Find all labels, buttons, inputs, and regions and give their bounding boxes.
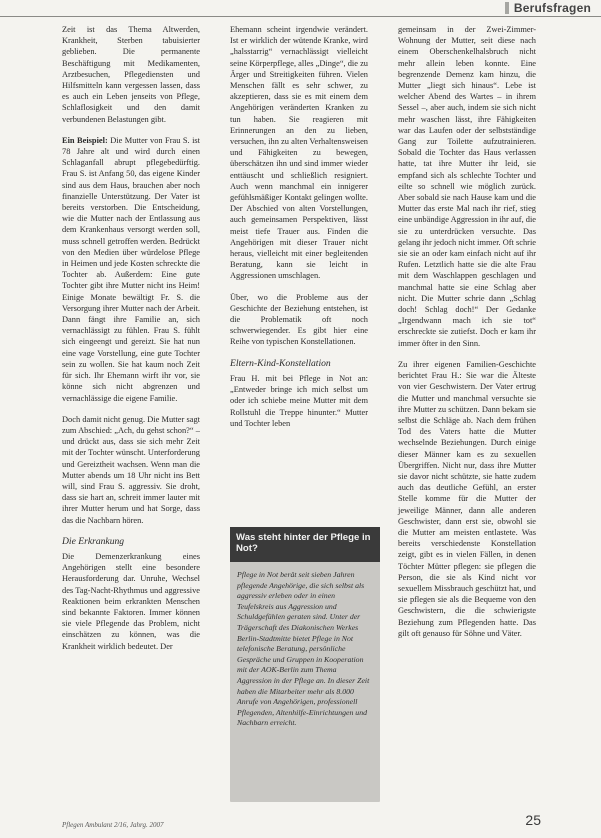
paragraph: Zeit ist das Thema Altwerden, Krankheit, Sterben tabuisierter geblieben. Die permanente Beschäftigung mit Medikamenten, Arztbesuchen, Pflegediensten und Hilfsmitteln kann vergessen lassen, dass es auch ein Leben jenseits von Pflege, Schlaflosigkeit und den damit verbundenen Belastungen gibt.	[62, 25, 200, 124]
column-2	[230, 24, 368, 439]
example-lead: Ein Beispiel:	[62, 135, 108, 145]
paragraph: Die Demenzerkrankung eines Angehörigen stellt eine besondere Herausforderung dar. Unruhe, Wechsel des Tag-Nacht-Rhythmus und aggressive Reaktionen beim erkrankten Menschen sind bekannte Faktoren. Immer können sie viele Pflegende das Problem, nicht einschätzen zu können, was die Krankheit wirklich bedeutet. Der	[62, 551, 200, 651]
paragraph: Frau H. mit bei Pflege in Not an: „Entweder bringe ich mich selbst um oder ich schiebe meine Mutter mit dem Rollstuhl die Treppe hinunter.“ Mutter und Tochter leben	[230, 373, 368, 428]
paragraph-example	[62, 135, 200, 404]
footer-citation: Pflegen Ambulant 2/16, Jahrg. 2007	[62, 821, 164, 829]
column-3	[398, 24, 536, 649]
paragraph: Über, wo die Probleme aus der Geschichte der Beziehung entstehen, ist die Problematik oft noch schwerwiegender. Es gibt hier eine Reihe von typischen Konstellationen.	[230, 292, 368, 347]
info-box-title: Was steht hinter der Pflege in Not?	[230, 527, 380, 562]
subheading-illness: Die Erkrankung	[62, 535, 125, 547]
section-label: Berufsfragen	[505, 0, 591, 17]
info-box	[230, 527, 380, 802]
column-1	[62, 24, 200, 662]
paragraph: gemeinsam in der Zwei-Zimmer-Wohnung der Mutter, seit diese nach einem Oberschenkelhalsbruch nicht mehr allein leben konnte. Eine begrenzende Demenz kam hinzu, die Mutter „liegt sich hinaus“. Lebe ist welcher Abend des Wartes – in ihrem Sessel –, aber auch, indem sie sich nicht mehr waschen lässt, ihre Fähigkeiten war das Laufen oder der selbstständige Gang zur Toilette aufzutrainieren. Sobald die Tochter das Haus verlassen hatte, tat ihre Mutter ihr leid, sie empfand sich als schlechte Tochter und eilte so schnell wie möglich zurück. Aber sobald sie nach Hause kam und die Mutter das erste Mal nach ihr rief, stieg eine unbändige Aggression in ihr auf, die sie zu unterdrücken versuchte. Das gelang ihr jedoch nicht immer. Oft schrie sie sie an oder kam einfach nicht auf ihr Rufen. Letztlich hatte sie die alte Frau mit dem Waschlappen geschlagen und manchmal hatte sie eine Schlag aber nicht. Die Mutter schrie dann „Schlag doch! Schlag doch!“ Der Gedanke „Irgendwann mach ich sie tot“ erschreckte sie zutiefst. Doch er kam ihr immer öfter in den Sinn.	[398, 25, 536, 348]
page-number: 25	[525, 812, 541, 828]
paragraph: Ehemann scheint irgendwie verändert. Ist er wirklich der wütende Kranke, wird „halsstarrig“ vernachlässigt vielleicht seine Körperpflege, alles „Dinge“, die zu Ärger und Streitigkeiten führen. Vielen Menschen fällt es sehr schwer, zu akzeptieren, dass sie es mit einem dem Angehörigen veränderten Kranken zu tun haben. Sie reagieren mit Erinnerungen an den zu lieben, versuchen, ihn zu alten Verhaltensweisen und Fähigkeiten zu bewegen, überschätzen ihn und sind immer wieder enttäuscht und schließlich resigniert. Auch wenn manchmal ein innigerer gefühlsmäßiger Kontakt gelingen wollte. Der Abschied von alten Vorstellungen, auch gemeinsamen Perspektiven, lässt meist tiefe Trauer aus. Finden die Angehörigen mit dieser Trauer nicht heraus, vielleicht mit einer begleitenden Beratung, kann sie leicht in Aggressionen umschlagen.	[230, 25, 368, 281]
info-box-body: Pflege in Not berät seit sieben Jahren pflegende Angehörige, die sich selbst als aggressiv erleben oder in einen Teufelskreis aus Aggression und Schuldgefühlen geraten sind. Unter der Trägerschaft des Diakonischen Werkes Berlin-Stadtmitte bietet Pflege in Not telefonische Beratung, persönliche Gespräche und Gruppen in Kooperation mit der AOK-Berlin zum Thema Aggression in der Pflege an. In dieser Zeit haben die Mitarbeiter mehr als 8.000 Anrufe von Angehörigen, professionell Pflegenden, Altenhilfe-Einrichtungen und Nachbarn erreicht.	[237, 570, 370, 728]
example-text: Die Mutter von Frau S. ist 78 Jahre alt und wird durch einen Schlaganfall abrupt pflegebedürftig. Frau S. ist Anfang 50, das eigene Kinder sind aus dem Haus, brauchen aber noch finanzielle Unterstützung. Der Vater ist bereits verstorben. Die Entscheidung, wie die Mutter nach der Entlassung aus dem Krankenhaus versorgt werden soll, muss schnell getroffen werden. Bedrückt von den Medien über würdelose Pflege in Heimen und jede Kosten schreckte die Tochter ab. Außerdem: Eine gute Tochter gibt ihre Mutter nicht ins Heim! Einige Monate bewältigt Fr. S. die Versorgung ihrer Mutter nach der Arbeit. Dann fängt ihre Familie an, sich vernachlässigt zu fühlen. Frau S. fühlt sich eingeengt und gereizt. Sie hat nun eine vage Vorstellung, eine gute Tochter sein zu wollen. Sie hat kaum noch Zeit für sich. Ihr Ehemann wirft ihr vor, sie könne sich nicht abgrenzen und vernachlässige die eigene Familie.	[62, 135, 201, 403]
subheading-parent-child: Eltern-Kind-Konstellation	[230, 357, 331, 369]
paragraph: Doch damit nicht genug. Die Mutter sagt zum Abschied: „Ach, du gehst schon?“ – und drückt aus, dass sie sich mehr Zeit mit der Tochter wünscht. Unterforderung und Gereiztheit wachsen. Wenn man die Mutter abends um 18 Uhr nicht ins Bett will, sind Frau S. aggressiv. Sie droht, dass sie hart an, schreit immer lauter mit ihrer Mutter herum und hat Sorge, dass das die Nachbarn hören.	[62, 414, 200, 525]
paragraph: Zu ihrer eigenen Familien-Geschichte berichtet Frau H.: Sie war die Älteste von vier Geschwistern. Der Vater ertrug die Mutter und manchmal versuchte sie ihre Mutter zu schützen. Dann bekam sie selbst die Schläge ab. Nach dem frühen Tod des Vaters hatte die Mutter wechselnde Beziehungen. Durch einige dieser Männer kam es zu sexuellen Übergriffen. Nicht nur, dass ihre Mutter sie davor nicht schützte, sie hatte zudem auch das deutliche Gefühl, an erster Stelle komme für die Mutter der jeweilige Männer, dann alle anderen Geschwister, dann erst sie, obwohl sie die Mutter am meisten entlastete. Was bereits verschiedenste Konstellation zeigt, gibt es in vielen Fällen, in denen Töchter Mütter pflegen: sie pflegen die Person, die sie als Kind nicht vor sexuellem Missbrauch geschützt hat, und sie pflegen sie als die Bequeme von den Geschwistern, die die schwierigste Beziehung zum Pflegenden hatte. Das gilt oft genauso für Söhne und Väter.	[398, 359, 536, 638]
